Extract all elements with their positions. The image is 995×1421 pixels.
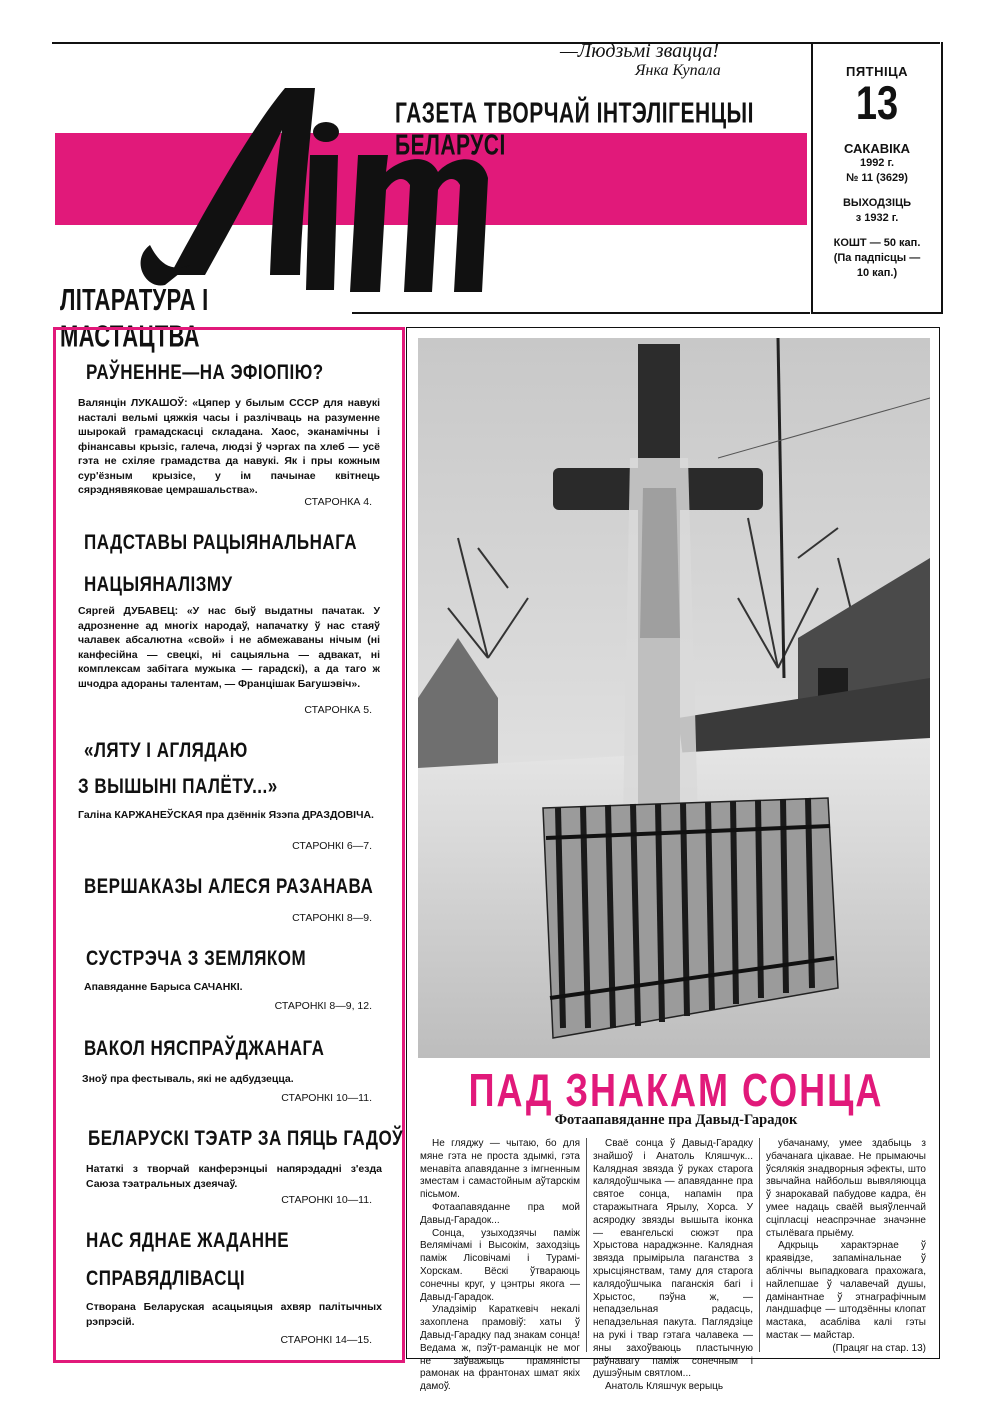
section-title: СУСТРЭЧА З ЗЕМЛЯКОМ	[86, 946, 307, 970]
feature-headline: ПАД ЗНАКАМ СОНЦА	[468, 1063, 884, 1117]
issue-since-year: з 1932 г.	[855, 212, 899, 224]
issue-subscription-price: 10 кап.)	[856, 267, 898, 279]
issue-since-label: ВЫХОДЗІЦЬ	[842, 197, 912, 209]
column-separator	[759, 1138, 760, 1352]
article-paragraph: Сонца, узыходзячы паміж Велямічамі і Высокім, заходзіць паміж Лісовічамі і Турамі-Хорскам. Вёскі ўтвараюць сонечны круг, у цэнтры якога — Давыд-Гарадок.	[420, 1227, 580, 1303]
article-paragraph: убачанаму, умее здабыць з убачанага цікавае. Не прымаючы ўсялякія знадворныя эфекты, што звычайна найбольш вывяляюцца ў знарокавай пабудове кадра, ён умее надаць сваёй выяўленчай сціпласці неаспрэчнае значэнне стылёвага прыёму.	[766, 1138, 926, 1239]
article-paragraph: Адкрыць характэрнае ў краявідзе, запамінальнае ў абліччы выпадковага прахожага, найлепшае ў чалавечай душы, дамінантнае ў этнаграфічным ландшафце — штодзённы клопат мастака, асабліва калі гэты мастак — майстар.	[766, 1240, 926, 1341]
section-page-link[interactable]: СТАРОНКІ 8—9.	[292, 912, 372, 924]
issue-subscription: (Па падпісцы —	[833, 252, 921, 264]
section-page-link[interactable]: СТАРОНКІ 10—11.	[281, 1092, 372, 1104]
section-title: ВЕРШАКАЗЫ АЛЕСЯ РАЗАНАВА	[84, 874, 374, 898]
issue-weekday: ПЯТНІЦА	[845, 64, 908, 79]
section-title: БЕЛАРУСКІ ТЭАТР ЗА ПЯЦЬ ГАДОЎ	[88, 1126, 404, 1150]
article-column-3	[766, 1138, 926, 1356]
section-page-link[interactable]: СТАРОНКІ 10—11.	[281, 1194, 372, 1206]
newspaper-subtitle: ГАЗЕТА ТВОРЧАЙ ІНТЭЛІГЕНЦЫІ БЕЛАРУСІ	[395, 98, 754, 162]
section-text: Галіна КАРЖАНЕЎСКАЯ пра дзённік Язэпа ДРАЗДОВІЧА.	[78, 809, 374, 821]
issue-day: 13	[855, 77, 899, 131]
section-title: НАС ЯДНАЕ ЖАДАННЕ	[86, 1228, 290, 1252]
section-title-line2: НАЦЫЯНАЛІЗМУ	[84, 572, 233, 596]
section-text: Апавяданне Барыса САЧАНКІ.	[84, 981, 243, 993]
masthead-bottom-rule	[352, 312, 810, 314]
section-page-link[interactable]: СТАРОНКІ 8—9, 12.	[274, 1000, 372, 1012]
article-paragraph: Не гляджу — чытаю, бо для мяне гэта не проста здымкі, гэта менавіта апавяданне з імгненным зместам і самастойным аўтарскім пісьмом.	[420, 1138, 580, 1201]
section-page-link[interactable]: СТАРОНКА 5.	[304, 704, 372, 716]
section-title: РАЎНЕННЕ—НА ЭФІОПІЮ?	[86, 360, 324, 384]
motto-signature: Янка Купала	[635, 62, 721, 79]
newspaper-full-name: ЛІТАРАТУРА І МАСТАЦТВА	[60, 282, 209, 354]
section-text: Нататкі з творчай канферэнцыі напярэдадні з'езда Саюза тэатральных дзеячаў.	[86, 1163, 382, 1190]
article-paragraph: Анатоль Кляшчук верыць	[605, 1381, 724, 1393]
article-paragraph: Фотаапавяданне пра мой Давыд-Гарадок...	[420, 1201, 580, 1226]
issue-price: КОШТ — 50 кап.	[833, 237, 921, 249]
column-separator	[586, 1138, 587, 1352]
section-page-link[interactable]: СТАРОНКІ 14—15.	[280, 1334, 372, 1346]
issue-number: № 11 (3629)	[846, 172, 908, 184]
section-title-line2: З ВЫШЫНІ ПАЛЁТУ...»	[78, 774, 278, 798]
article-column-2	[593, 1138, 753, 1394]
section-text: Сяргей ДУБАВЕЦ: «У нас быў выдатны пачатак. У адрозненне ад многіх народаў, напачатку ў нас стаяў чалавек абсалютна «свой» і не абмежаваны нічым (ні канфесійна — свецкі, ні сацыяльна — адвакат, ні комплексам забітага мужыка — гарадскі), а да таго ж шчодра адораны талентам, — Францішак Багушэвіч».	[78, 605, 380, 690]
contents-box	[53, 327, 405, 1363]
section-page-link[interactable]: СТАРОНКІ 6—7.	[292, 840, 372, 852]
section-title: ВАКОЛ НЯСПРАЎДЖАНАГА	[84, 1036, 325, 1060]
issue-month: САКАВІКА	[843, 141, 911, 156]
feature-subheadline: Фотаапавяданне пра Давыд-Гарадок	[554, 1112, 798, 1128]
feature-photo	[418, 338, 930, 1058]
article-paragraph: Уладзімір Караткевіч некалі захоплена прамовіў: хаты ў Давыд-Гарадку пад знакам сонца! Ведама ж, пэўт-раманцік не мог не заўважыць прамяністы рамонак на франтонах шмат якіх дамоў.	[420, 1304, 580, 1393]
section-page-link[interactable]: СТАРОНКА 4.	[304, 496, 372, 508]
issue-year: 1992 г.	[859, 157, 895, 169]
section-title-line2: СПРАВЯДЛІВАСЦІ	[86, 1266, 246, 1290]
logo-text: Ліm	[110, 60, 112, 61]
article-paragraph: Сваё сонца ў Давыд-Гарадку знайшоў і Анатоль Кляшчук... Калядная звязда ў руках старога калядоўшчыка — апавяданне пра святое сонца, напамін пра старажытнага Ярылу, Хорса. У асяродку звязды вышыта іконка — евангельскі сюжэт пра Хрыстова нараджэнне. Калядная звязда прымірыла паганства з хрысціянствам, таму для старога калядоўшчыка паганскія багі і Хрыстос, пэўна ж, — непадзельная радасць, непадзельная пакута. Паглядзіце на рукі і твар гэтага чалавека — яны захоўваюць пластычную раўнавагу паміж сонечным і душэўным святлом...	[593, 1138, 753, 1380]
article-continued-link[interactable]: (Працяг на стар. 13)	[832, 1342, 926, 1354]
section-text: Зноў пра фестываль, які не адбудзецца.	[82, 1073, 294, 1085]
section-text: Створана Беларуская асацыяцыя ахвяр палітычных рэпрэсій.	[86, 1301, 382, 1328]
article-column-1	[420, 1138, 580, 1394]
section-title: «ЛЯТУ І АГЛЯДАЮ	[84, 738, 248, 762]
motto-quote: —Людзьмі звацца!	[560, 40, 720, 62]
section-text: Валянцін ЛУКАШОЎ: «Цяпер у былым СССР для навукі насталі вельмі цяжкія часы і разлічваць на разуменне шырокай грамадскасці складана. Хаос, эканамічны і фінансавы крызіс, галеча, людзі ў чэргах па хлеб — усё гэта не схіляе грамадства да навукі. Як і пры кожным сур'ёзным крызісе, у ім пачынае квітнець сярэднявяковае цемрашальства».	[78, 397, 380, 496]
issue-date-box	[811, 42, 943, 314]
top-rule	[52, 42, 940, 44]
section-title: ПАДСТАВЫ РАЦЫЯНАЛЬНАГА	[84, 530, 358, 554]
